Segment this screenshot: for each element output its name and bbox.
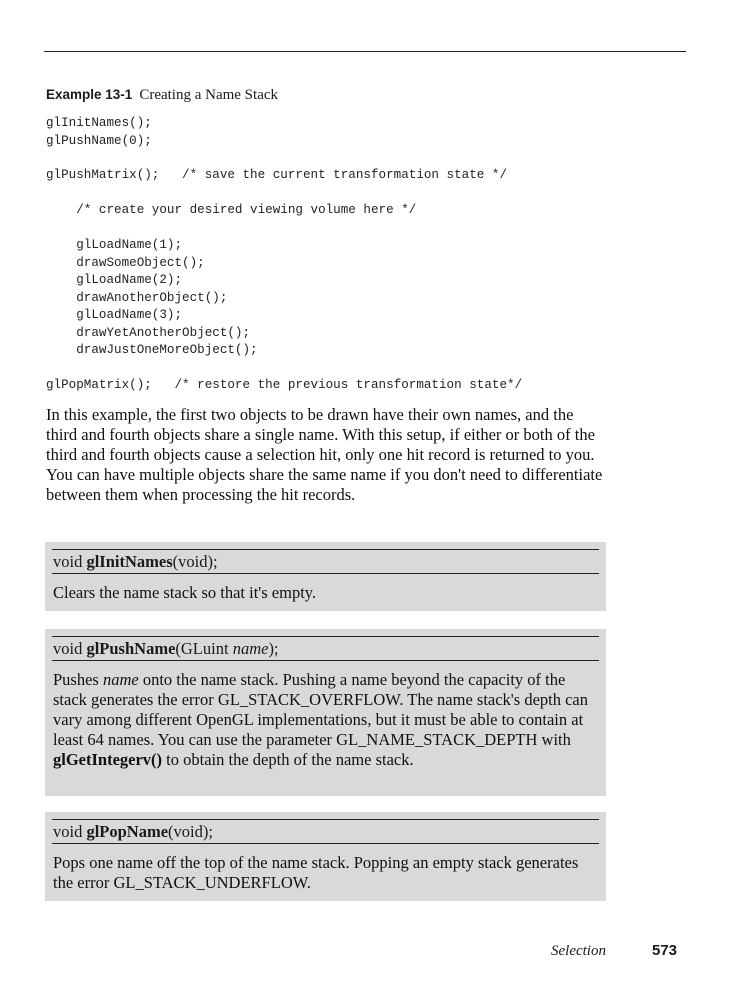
function-args: (void);: [168, 822, 213, 841]
example-title: Creating a Name Stack: [139, 87, 279, 103]
function-param: name: [232, 639, 269, 658]
glPushName-reference-box: [45, 629, 606, 796]
function-name: glInitNames: [86, 552, 173, 571]
function-args: (void);: [172, 552, 218, 571]
function-signature: [53, 822, 213, 842]
function-name: glPopName: [86, 822, 169, 841]
code-block-init: glInitNames(); glPushName(0);: [46, 116, 152, 148]
box-top-rule: [52, 549, 599, 550]
description-tail: to obtain the depth of the name stack.: [162, 750, 414, 769]
description-prefix: Pushes: [53, 670, 103, 689]
description-param: name: [102, 670, 139, 689]
code-block-load-names: glLoadName(1); drawSomeObject(); glLoadName(2); drawAnotherObject(); glLoadName(3); drawYetAnotherObject(); drawJustOneMoreObject();: [76, 238, 258, 357]
function-signature: [53, 639, 279, 659]
explanation-paragraph: In this example, the first two objects to be drawn have their own names, and the third and fourth objects share a single name. With this setup, if either or both of the third and fourth objects cause a selection hit, only one hit record is returned to you. You can have multiple objects share the same name if you don't need to differentiate between them when processing the hit records.: [46, 405, 603, 504]
function-signature: [53, 552, 218, 572]
example-caption: [46, 87, 278, 104]
page-number: 573: [652, 942, 678, 959]
example-label: Example 13-1: [46, 87, 133, 102]
glInitNames-reference-box: [45, 542, 606, 611]
function-args-close: );: [268, 639, 279, 658]
function-description: Pops one name off the top of the name stack. Popping an empty stack generates the error GL_STACK_UNDERFLOW.: [53, 853, 579, 892]
function-name: glPushName: [86, 639, 176, 658]
return-type: void: [53, 639, 87, 658]
box-bottom-rule: [52, 660, 599, 661]
function-args-open: (GLuint: [175, 639, 233, 658]
top-rule: [44, 51, 686, 52]
code-block-pop-matrix: glPopMatrix(); /* restore the previous transformation state*/: [46, 378, 523, 392]
description-body: onto the name stack. Pushing a name beyond the capacity of the stack generates the error GL_STACK_OVERFLOW. The name stack's depth can vary among different OpenGL implementations, but it must be able to contain at least 64 names. You can use the parameter GL_NAME_STACK_DEPTH with: [53, 670, 589, 749]
box-top-rule: [52, 819, 599, 820]
description-function-ref: glGetIntegerv(): [53, 750, 163, 769]
function-description: Clears the name stack so that it's empty.: [53, 583, 317, 602]
footer-section-title: Selection: [551, 943, 606, 959]
box-bottom-rule: [52, 573, 599, 574]
return-type: void: [53, 822, 87, 841]
return-type: void: [53, 552, 87, 571]
box-top-rule: [52, 636, 599, 637]
glPopName-reference-box: [45, 812, 606, 901]
function-description: [53, 670, 598, 770]
code-block-viewing-comment: /* create your desired viewing volume here */: [46, 203, 417, 217]
code-block-push-matrix: glPushMatrix(); /* save the current transformation state */: [46, 168, 508, 182]
box-bottom-rule: [52, 843, 599, 844]
